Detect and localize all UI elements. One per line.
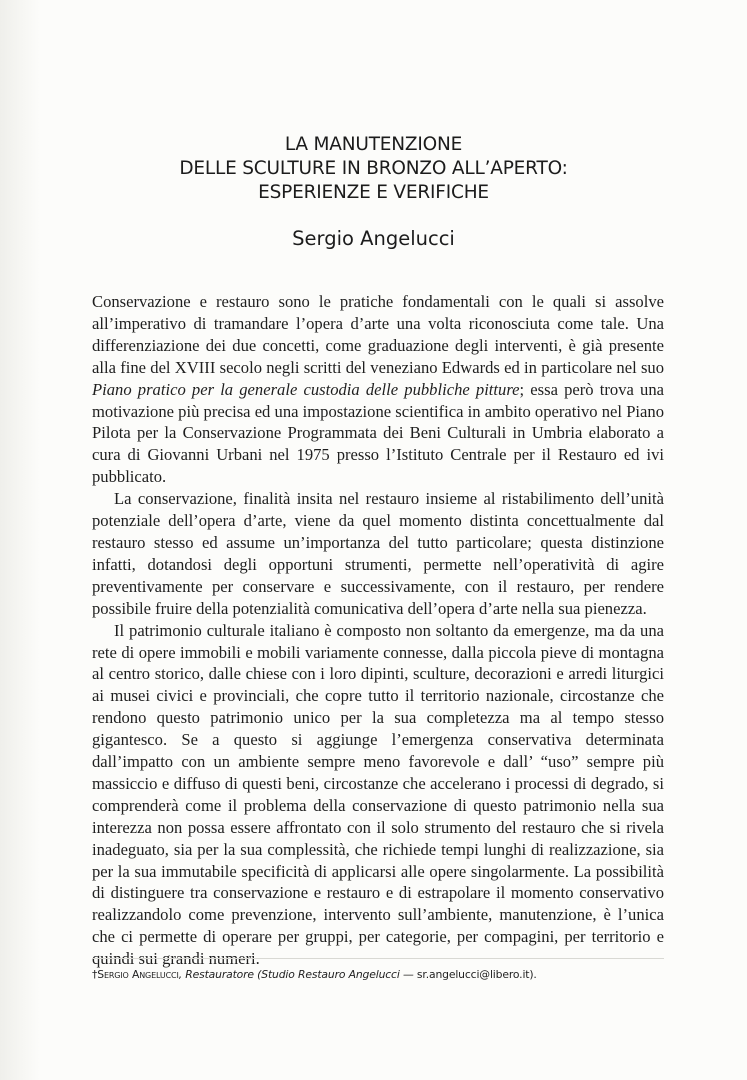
page-gutter-shadow — [0, 0, 40, 1080]
paragraph-3: Il patrimonio culturale italiano è composto non soltanto da emergenze, ma da una rete di opere immobili e mobili variamente connesse, dalla piccola pieve di montagna al centro storico, dalle chiese con i loro dipinti, sculture, decorazioni e arredi liturgici ai musei civici e provinciali, che copre tutto il territorio nazionale, circostanze che rendono questo patrimonio unico per la sua completezza ma al tempo stesso gigantesco. Se a questo si aggiunge l’emergenza conservativa determinata dall’impatto con un ambiente sempre meno favorevole e dall’ “uso” sempre più massiccio e diffuso di questi beni, circostanze che accelerano i processi di degrado, si comprenderà come il problema della conservazione di questo patrimonio nella sua interezza non possa essere affrontato con il solo strumento del restauro che si rivela inadeguato, sia per la sua complessità, che richiede tempi lunghi di realizzazione, sia per la sua immutabile specificità di applicarsi alle opere singolarmente. La possibilità di distinguere tra conservazione e restauro e di estrapolare il momento conservativo realizzandolo come prevenzione, intervento sull’ambiente, manutenzione, è l’unica che ci permette di operare per gruppi, per categorie, per compagini, per territorio e quindi sui grandi numeri. — [92, 620, 664, 969]
paragraph-1-text-after: ; essa però trova una motivazione più precisa ed una impostazione scientifica in ambito operativo nel Piano Pilota per la Conservazione Programmata dei Beni Culturali in Umbria elaborato a cura di Giovanni Urbani nel 1975 presso l’Istituto Centrale per il Restauro ed ivi pubblicato. — [92, 379, 664, 487]
footnote-email: sr.angelucci@libero.it — [416, 968, 530, 981]
footnote-author-name: Sergio Angelucci — [97, 968, 179, 981]
paragraph-2: La conservazione, finalità insita nel restauro insieme al ristabilimento dell’unità potenziale dell’opera d’arte, viene da quel momento distinta concettualmente dal restauro stesso ed assume un’importanza del tutto particolare; questa distinzione infatti, dotandosi degli opportuni strumenti, permette nell’operatività di agire preventivamente per conservare e successivamente, con il restauro, per rendere possibile fruire della potenzialità comunicativa dell’opera d’arte nella sua pienezza. — [92, 489, 664, 618]
paragraph-1-text-before: Conservazione e restauro sono le pratiche fondamentali con le quali si assolve all’imperativo di tramandare l’opera d’arte una volta riconosciuta come tale. Una differenziazione dei due concetti, come graduazione degli interventi, è già presente alla fine del XVIII secolo negli scritti del veneziano Edwards ed in particolare nel suo — [92, 292, 664, 377]
article-title — [60, 133, 687, 205]
title-line-3: ESPERIENZE E VERIFICHE — [258, 182, 489, 203]
paragraph-1-italic-title: Piano pratico per la generale custodia delle pubbliche pitture — [92, 379, 520, 399]
article-author: Sergio Angelucci — [292, 227, 455, 250]
footnote-marker: † — [92, 968, 98, 981]
title-line-1: LA MANUTENZIONE — [284, 134, 463, 155]
footnote-role: , Restauratore (Studio Restauro Angelucci — — [178, 968, 417, 981]
article-body — [92, 291, 664, 970]
paragraph-1 — [92, 291, 664, 488]
author-footnote — [92, 967, 692, 983]
footnote-divider — [92, 958, 664, 959]
footnote-role-text: Restauratore (Studio Restauro Angelucci — — [185, 968, 417, 981]
footnote-end: ). — [529, 968, 537, 981]
title-line-2: DELLE SCULTURE IN BRONZO ALL’APERTO: — [179, 158, 568, 179]
